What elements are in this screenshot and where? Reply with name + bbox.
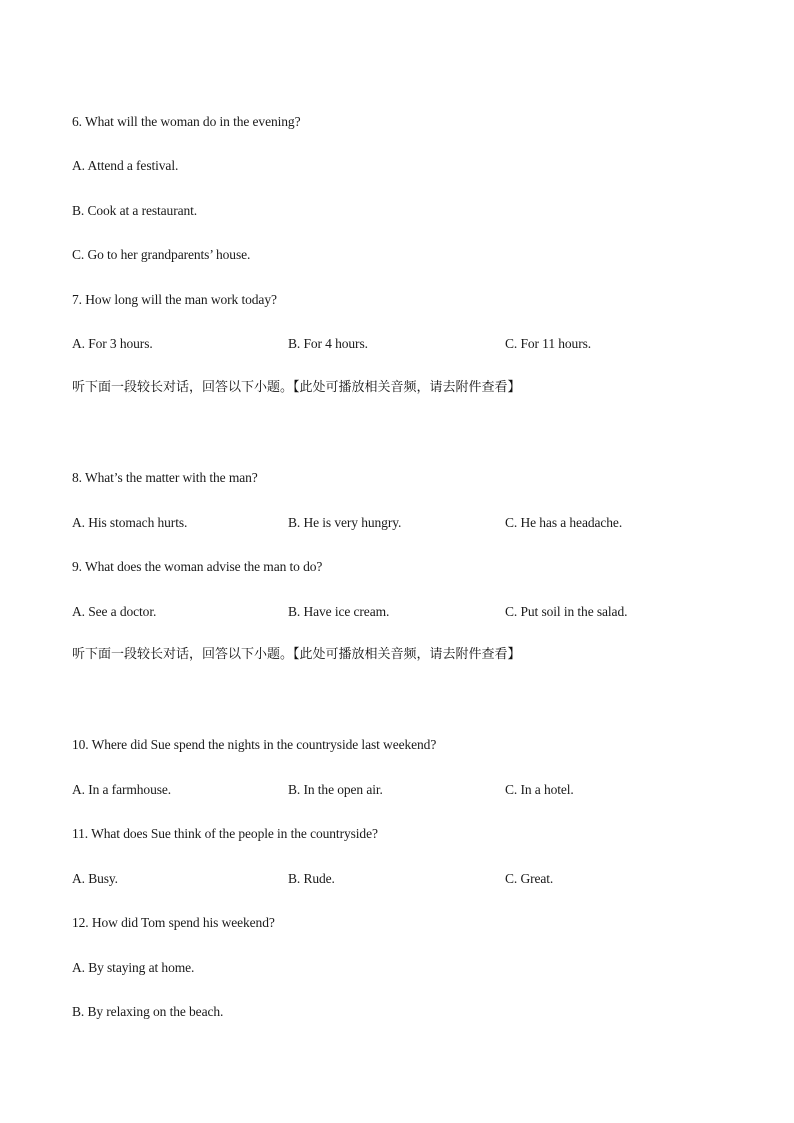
question-8-option-a: A. His stomach hurts. [72, 515, 188, 530]
question-6: 6. What will the woman do in the evening? [72, 114, 301, 129]
section-instruction-1: 听下面一段较长对话，回答以下小题。【此处可播放相关音频，请去附件查看】 [72, 380, 521, 395]
question-6-option-a: A. Attend a festival. [72, 158, 179, 173]
question-7-option-c: C. For 11 hours. [505, 336, 592, 351]
question-10-option-c: C. In a hotel. [505, 782, 574, 797]
question-11-option-b: B. Rude. [288, 871, 335, 886]
question-7: 7. How long will the man work today? [72, 292, 277, 307]
question-8-option-c: C. He has a headache. [505, 515, 623, 530]
question-11-option-a: A. Busy. [72, 871, 118, 886]
question-9-option-a: A. See a doctor. [72, 604, 157, 619]
question-12-option-a: A. By staying at home. [72, 960, 195, 975]
question-7-option-a: A. For 3 hours. [72, 336, 153, 351]
question-12-option-b: B. By relaxing on the beach. [72, 1004, 224, 1019]
section-instruction-2: 听下面一段较长对话，回答以下小题。【此处可播放相关音频，请去附件查看】 [72, 647, 521, 662]
question-12: 12. How did Tom spend his weekend? [72, 915, 275, 930]
question-8: 8. What’s the matter with the man? [72, 470, 258, 485]
question-10-option-b: B. In the open air. [288, 782, 383, 797]
question-6-option-b: B. Cook at a restaurant. [72, 203, 198, 218]
question-8-option-b: B. He is very hungry. [288, 515, 402, 530]
question-10: 10. Where did Sue spend the nights in the countryside last weekend? [72, 737, 437, 752]
question-9: 9. What does the woman advise the man to do? [72, 559, 323, 574]
question-11: 11. What does Sue think of the people in the countryside? [72, 826, 378, 841]
question-7-option-b: B. For 4 hours. [288, 336, 368, 351]
question-9-option-b: B. Have ice cream. [288, 604, 390, 619]
question-11-option-c: C. Great. [505, 871, 554, 886]
question-9-option-c: C. Put soil in the salad. [505, 604, 628, 619]
question-6-option-c: C. Go to her grandparents’ house. [72, 247, 251, 262]
question-10-option-a: A. In a farmhouse. [72, 782, 172, 797]
